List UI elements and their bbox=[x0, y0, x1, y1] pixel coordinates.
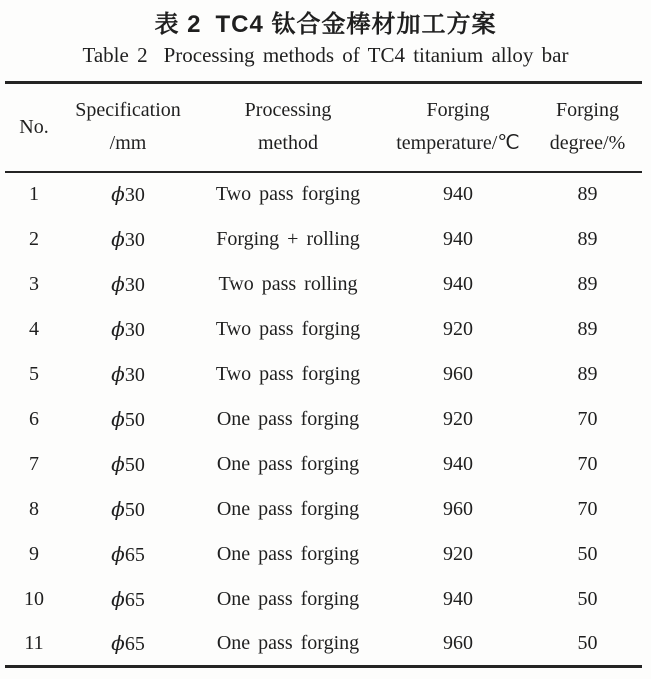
table-row bbox=[5, 622, 642, 667]
caption-en-text: Processing methods of TC4 titanium alloy bar bbox=[163, 43, 569, 67]
cell-method: Two pass forging bbox=[215, 317, 361, 340]
cell-spec: ϕ50 bbox=[111, 406, 145, 431]
phi-symbol: ϕ bbox=[111, 406, 125, 431]
cell-spec: ϕ65 bbox=[111, 541, 145, 566]
cell-degree: 50 bbox=[577, 631, 598, 654]
table-body bbox=[5, 172, 642, 667]
processing-methods-table bbox=[5, 81, 642, 668]
cell-degree: 50 bbox=[577, 542, 598, 565]
column-header-line1: Forging bbox=[426, 99, 490, 122]
cell-degree: 89 bbox=[577, 362, 598, 385]
cell-degree: 50 bbox=[577, 587, 598, 610]
cell-method: One pass forging bbox=[216, 587, 360, 610]
cell-temp: 920 bbox=[443, 407, 473, 430]
cell-spec: ϕ50 bbox=[111, 496, 145, 521]
cell-no: 11 bbox=[24, 631, 44, 654]
table-row bbox=[5, 397, 642, 442]
cell-degree: 70 bbox=[577, 407, 598, 430]
phi-symbol: ϕ bbox=[111, 182, 125, 206]
table-caption-zh bbox=[0, 4, 651, 39]
cell-no: 10 bbox=[24, 587, 44, 610]
phi-symbol: ϕ bbox=[111, 630, 125, 655]
table-header bbox=[5, 83, 642, 172]
table-caption-en bbox=[0, 43, 651, 68]
cell-spec: ϕ65 bbox=[111, 630, 145, 655]
cell-method: One pass forging bbox=[216, 631, 360, 654]
table-row bbox=[5, 217, 642, 262]
cell-spec: ϕ30 bbox=[111, 271, 145, 296]
column-header-line2: /mm bbox=[109, 132, 147, 155]
phi-symbol: ϕ bbox=[111, 226, 125, 251]
table-row bbox=[5, 262, 642, 307]
cell-no: 7 bbox=[29, 452, 39, 475]
cell-method: Forging + rolling bbox=[216, 227, 360, 250]
cell-no: 5 bbox=[29, 362, 39, 385]
cell-no: 2 bbox=[29, 227, 39, 250]
cell-degree: 70 bbox=[577, 497, 598, 520]
cell-temp: 940 bbox=[443, 452, 473, 475]
phi-symbol: ϕ bbox=[111, 316, 125, 341]
table-row bbox=[5, 172, 642, 217]
caption-zh-text: TC4 钛合金棒材加工方案 bbox=[215, 11, 497, 38]
column-header-line2: method bbox=[258, 132, 318, 155]
column-header-temp bbox=[383, 83, 533, 172]
column-header-spec bbox=[63, 83, 193, 172]
column-header-line1: Specification bbox=[75, 99, 181, 122]
cell-temp: 960 bbox=[443, 362, 473, 385]
cell-no: 4 bbox=[29, 317, 39, 340]
cell-method: One pass forging bbox=[216, 407, 360, 430]
table-row bbox=[5, 532, 642, 577]
phi-symbol: ϕ bbox=[111, 586, 125, 611]
cell-degree: 89 bbox=[577, 227, 598, 250]
column-header-no bbox=[5, 83, 63, 172]
cell-spec: ϕ30 bbox=[111, 182, 145, 206]
table-row bbox=[5, 307, 642, 352]
cell-temp: 960 bbox=[443, 631, 473, 654]
phi-symbol: ϕ bbox=[111, 361, 125, 386]
cell-spec: ϕ50 bbox=[111, 451, 145, 476]
phi-symbol: ϕ bbox=[111, 451, 125, 476]
cell-method: Two pass forging bbox=[215, 183, 361, 205]
cell-temp: 940 bbox=[443, 272, 473, 295]
cell-no: 3 bbox=[29, 272, 39, 295]
cell-method: One pass forging bbox=[216, 497, 360, 520]
caption-zh-label: 表 2 bbox=[154, 11, 202, 38]
cell-spec: ϕ30 bbox=[111, 316, 145, 341]
phi-symbol: ϕ bbox=[111, 271, 125, 296]
cell-method: Two pass forging bbox=[215, 362, 361, 385]
cell-no: 1 bbox=[29, 183, 39, 205]
cell-spec: ϕ30 bbox=[111, 226, 145, 251]
cell-no: 8 bbox=[29, 497, 39, 520]
cell-spec: ϕ30 bbox=[111, 361, 145, 386]
cell-method: One pass forging bbox=[216, 452, 360, 475]
cell-temp: 920 bbox=[443, 317, 473, 340]
table-row bbox=[5, 577, 642, 622]
table-row bbox=[5, 487, 642, 532]
column-header-line1: Processing bbox=[244, 99, 332, 122]
table-row bbox=[5, 442, 642, 487]
phi-symbol: ϕ bbox=[111, 541, 125, 566]
column-header-degree bbox=[533, 83, 642, 172]
cell-temp: 940 bbox=[443, 587, 473, 610]
column-header-line2: temperature/℃ bbox=[396, 132, 520, 155]
cell-degree: 70 bbox=[577, 452, 598, 475]
column-header-line2: degree/% bbox=[549, 132, 626, 155]
cell-no: 6 bbox=[29, 407, 39, 430]
cell-degree: 89 bbox=[577, 317, 598, 340]
cell-method: Two pass rolling bbox=[218, 272, 358, 295]
column-header-method bbox=[193, 83, 383, 172]
cell-temp: 920 bbox=[443, 542, 473, 565]
cell-temp: 940 bbox=[443, 227, 473, 250]
column-header-line1: Forging bbox=[556, 99, 619, 122]
caption-en-label: Table 2 bbox=[82, 43, 148, 67]
table-header-row bbox=[5, 83, 642, 172]
table-row bbox=[5, 352, 642, 397]
cell-method: One pass forging bbox=[216, 542, 360, 565]
column-header-line1: No. bbox=[19, 115, 49, 138]
cell-degree: 89 bbox=[577, 272, 598, 295]
cell-temp: 960 bbox=[443, 497, 473, 520]
cell-no: 9 bbox=[29, 542, 39, 565]
cell-spec: ϕ65 bbox=[111, 586, 145, 611]
cell-degree: 89 bbox=[577, 183, 598, 205]
cell-temp: 940 bbox=[443, 183, 473, 205]
phi-symbol: ϕ bbox=[111, 496, 125, 521]
